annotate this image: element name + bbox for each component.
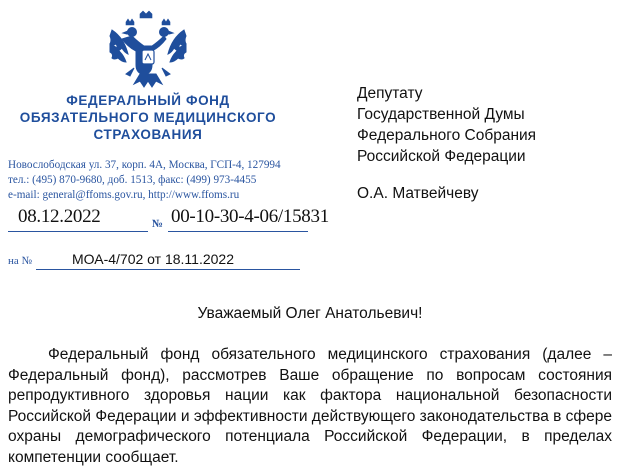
double-headed-eagle-emblem-icon xyxy=(108,10,188,92)
body-line: охраны демографического потенциала Российской Федерации, в пределах xyxy=(8,427,612,448)
reply-underline xyxy=(36,269,300,270)
addressee-name: О.А. Матвейчеву xyxy=(357,183,478,204)
letter-body xyxy=(8,345,612,468)
addressee-line-3: Федерального Собрания xyxy=(357,125,536,146)
body-line: компетенции сообщает. xyxy=(8,448,612,468)
addressee-line-1: Депутату xyxy=(357,83,423,104)
date-underline xyxy=(8,231,148,232)
org-name-line-2: ОБЯЗАТЕЛЬНОГО МЕДИЦИНСКОГО xyxy=(0,109,296,126)
org-email-web: e-mail: general@ffoms.gov.ru, http://www.ffoms.ru xyxy=(8,188,308,202)
body-line: Федеральный фонд обязательного медицинского страхования (далее – xyxy=(8,345,612,366)
number-label: № xyxy=(152,218,163,230)
org-name-line-1: ФЕДЕРАЛЬНЫЙ ФОНД xyxy=(0,92,296,109)
registration-date: 08.12.2022 xyxy=(18,206,101,228)
greeting: Уважаемый Олег Анатольевич! xyxy=(0,305,620,323)
body-line: репродуктивного здоровья нации как фактора национальной безопасности xyxy=(8,386,612,407)
body-line: Федеральный фонд), рассмотрев Ваше обращение по вопросам состояния xyxy=(8,366,612,387)
org-address: Новослободская ул. 37, корп. 4А, Москва, ГСП-4, 127994 xyxy=(8,158,308,172)
addressee-line-4: Российской Федерации xyxy=(357,146,526,167)
reply-label: на № xyxy=(8,255,32,267)
org-phones: тел.: (495) 870-9680, доб. 1513, факс: (499) 973-4455 xyxy=(8,173,308,187)
addressee-line-2: Государственной Думы xyxy=(357,104,525,125)
org-name-line-3: СТРАХОВАНИЯ xyxy=(0,126,296,143)
registration-number: 00-10-30-4-06/15831 xyxy=(171,206,329,228)
body-line: Российской Федерации и эффективности действующего законодательства в сфере xyxy=(8,407,612,428)
number-underline xyxy=(168,231,308,232)
reply-reference: МОА-4/702 от 18.11.2022 xyxy=(72,251,234,267)
